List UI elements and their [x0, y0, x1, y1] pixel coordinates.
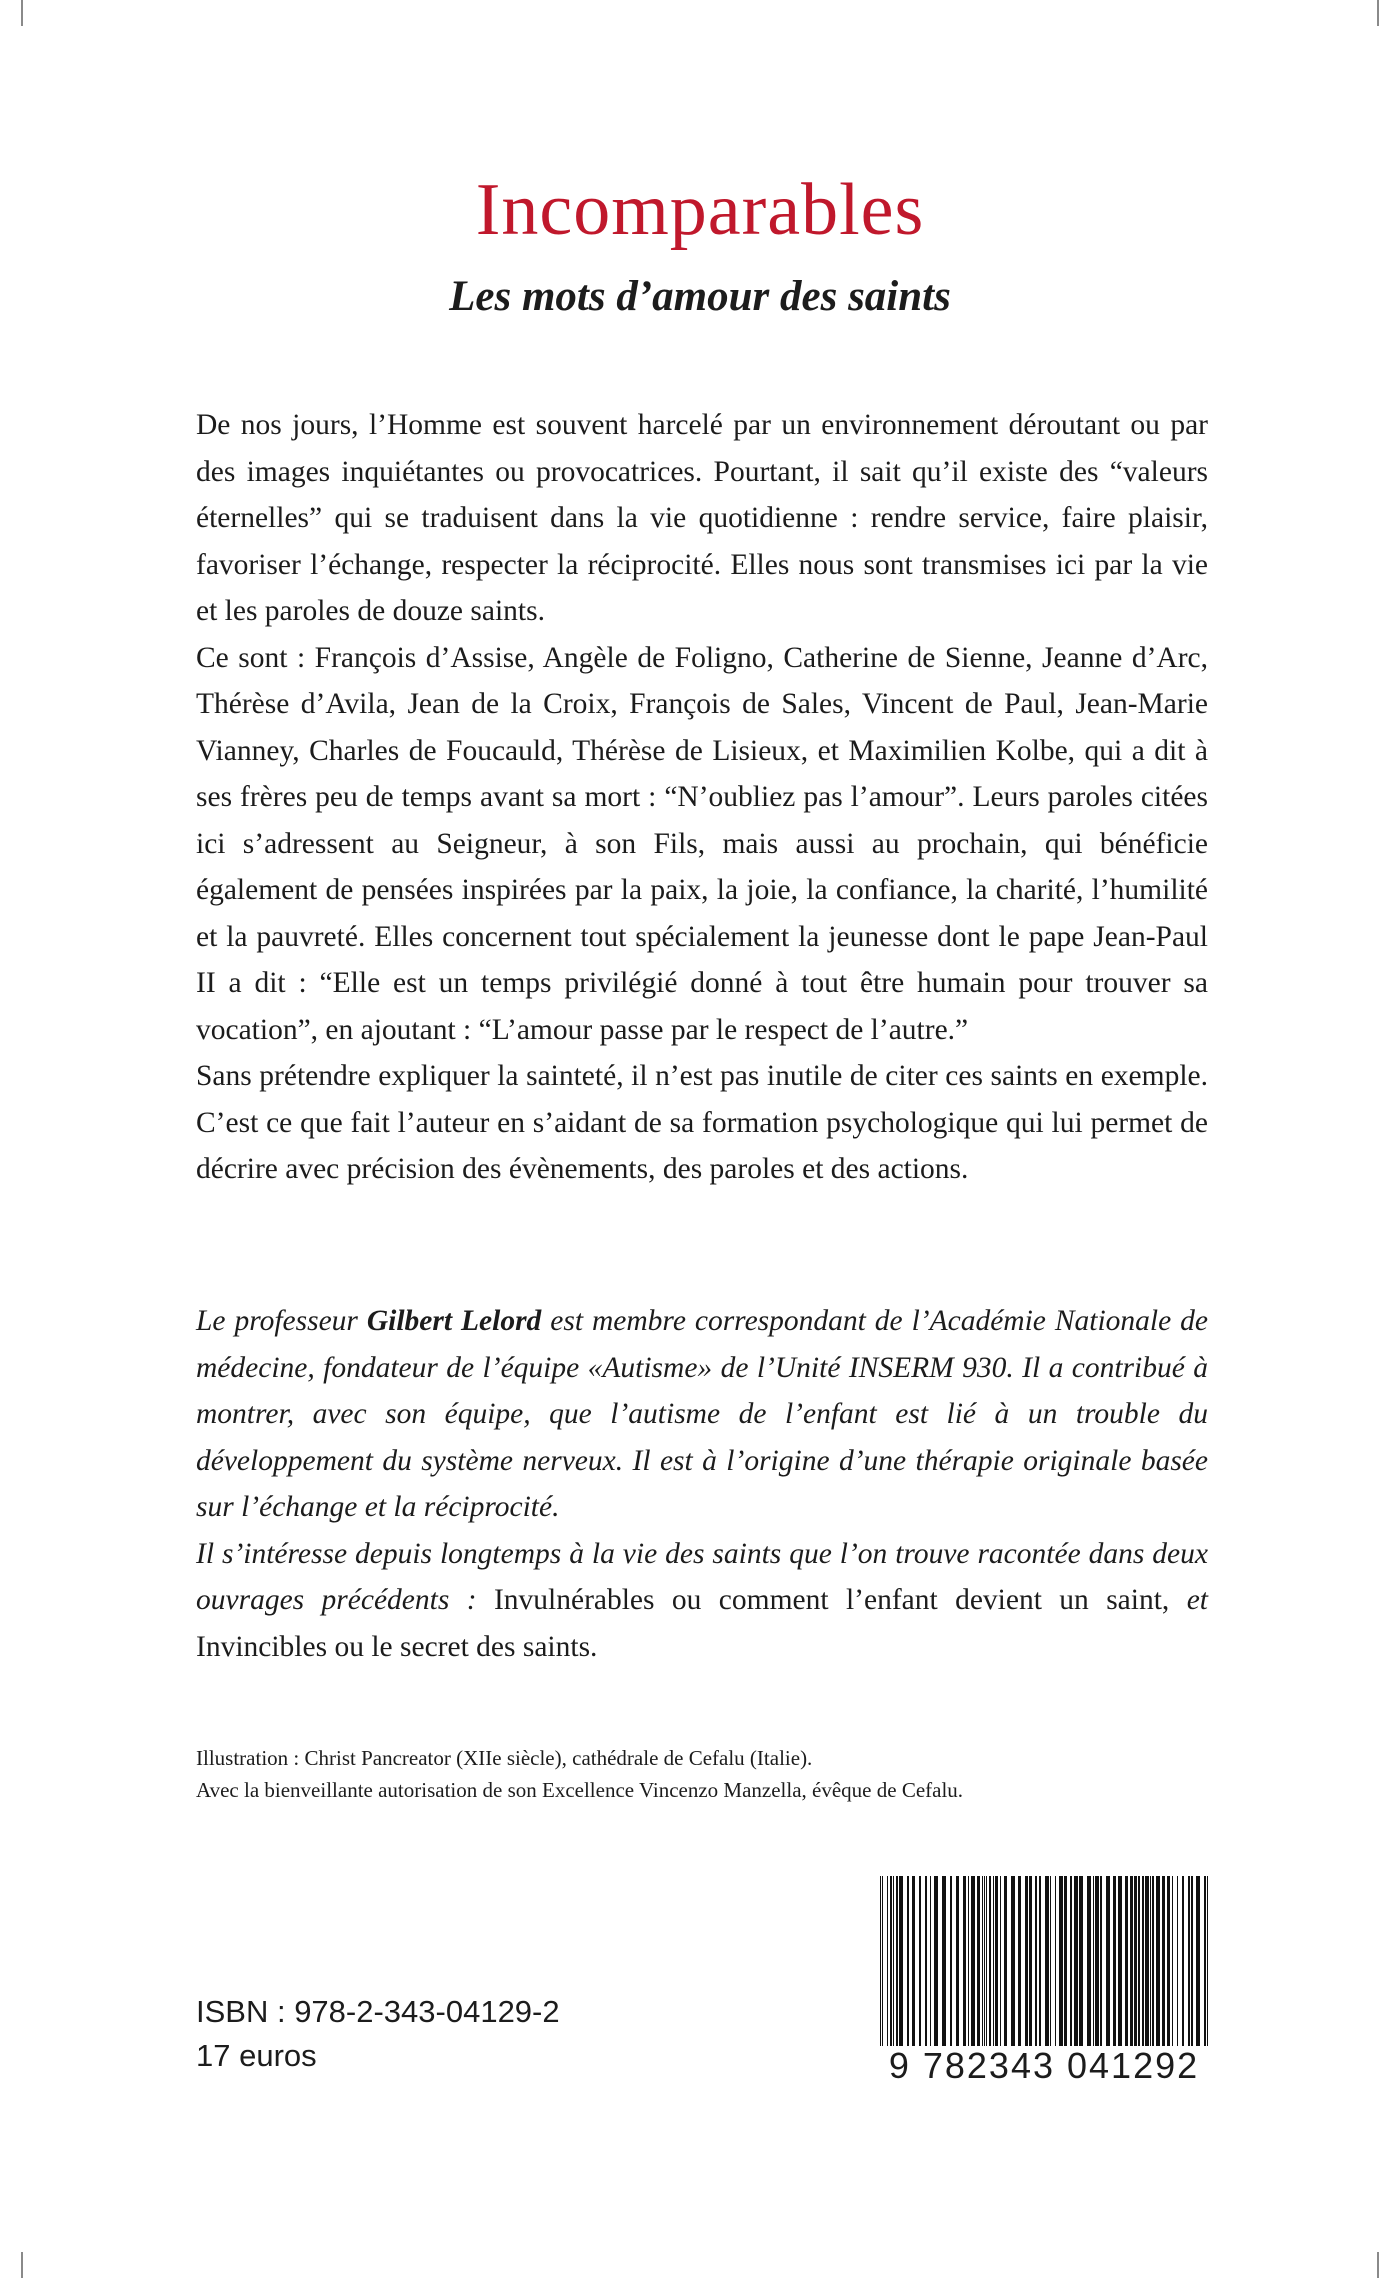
price: 17 euros [196, 2038, 317, 2073]
barcode-bar [963, 1876, 966, 2054]
barcode-bar [1087, 1876, 1091, 2054]
barcode-bar [942, 1876, 946, 2054]
barcode-bar [995, 1876, 998, 2054]
barcode-bar [977, 1876, 980, 2054]
barcode-bar [984, 1876, 985, 2054]
barcode [876, 1876, 1212, 2086]
barcode-bar [1172, 1876, 1173, 2054]
barcode-bar [1207, 1876, 1208, 2054]
barcode-bar [1064, 1876, 1067, 2054]
barcode-bar [1050, 1876, 1051, 2054]
barcode-bar [1150, 1876, 1151, 2054]
barcode-bar [1100, 1876, 1102, 2054]
crop-mark-bottom-right [1377, 2252, 1379, 2278]
barcode-bar [1134, 1876, 1137, 2054]
barcode-digits: 9 782343 041292 [876, 2046, 1212, 2086]
barcode-bar [1196, 1876, 1200, 2054]
barcode-bar [982, 1876, 983, 2054]
author-prefix: Le professeur [196, 1305, 367, 1337]
barcode-bar [1004, 1876, 1007, 2054]
barcode-bar [1093, 1876, 1094, 2054]
illustration-credits [196, 1742, 1236, 1806]
barcode-bar [1059, 1876, 1063, 2054]
description-paragraph: De nos jours, l’Homme est souvent harcelé par un environnement déroutant ou par des images inquiétantes ou provocatrices. Pourtant, il sait qu’il existe des “valeurs éternelles” qui se traduisent dans la vie quotidienne : rendre service, faire plaisir, favoriser l’échange, respecter la réciprocité. Elles nous sont transmises ici par la vie et les paroles de douze saints. [196, 409, 1208, 627]
barcode-bar [880, 1876, 881, 2054]
back-cover-description [196, 402, 1208, 1193]
barcode-bar [1191, 1876, 1193, 2054]
description-paragraph: Ce sont : François d’Assise, Angèle de Foligno, Catherine de Sienne, Jeanne d’Arc, Thérèse d’Avila, Jean de la Croix, François de Sales, Vincent de Paul, Jean-Marie Vianney, Charles de Foucauld, Thérèse de Lisieux, et Maximilien Kolbe, qui a dit à ses frères peu de temps avant sa mort : “N’oubliez pas l’amour”. Leurs paroles citées ici s’adressent au Seigneur, à son Fils, mais aussi au prochain, qui bénéficie également de pensées inspirées par la paix, la joie, la confiance, la charité, l’humilité et la pauvreté. Elles concernent tout spécialement la jeunesse dont le pape Jean-Paul II a dit : “Elle est un temps privilégié donné à tout être humain pour trouver sa vocation”, en ajoutant : “L’amour passe par le respect de l’autre.” [196, 641, 1208, 1046]
barcode-bar [1177, 1876, 1178, 2054]
barcode-bar [1142, 1876, 1144, 2054]
barcode-bar [1106, 1876, 1110, 2054]
barcode-bar [1074, 1876, 1078, 2054]
isbn-number: ISBN : 978-2-343-04129-2 [196, 1994, 560, 2029]
barcode-bar [1188, 1876, 1190, 2054]
barcode-bar [1145, 1876, 1149, 2054]
barcode-bar [1035, 1876, 1037, 2054]
barcode-bar [882, 1876, 883, 2054]
barcode-bar [1029, 1876, 1032, 2054]
barcode-bar [1118, 1876, 1122, 2054]
barcode-bar [993, 1876, 994, 2054]
barcode-bar [1113, 1876, 1116, 2054]
barcode-bar [1156, 1876, 1160, 2054]
barcode-bar [930, 1876, 931, 2054]
barcode-bar [890, 1876, 892, 2054]
barcode-bar [1125, 1876, 1128, 2054]
barcode-bar [1167, 1876, 1170, 2054]
author-bio [196, 1298, 1208, 1670]
barcode-bar [1182, 1876, 1184, 2054]
credit-line: Avec la bienveillante autorisation de son Excellence Vincenzo Manzella, évêque de Cefalu. [196, 1778, 964, 1802]
book-title: Incomparables [475, 169, 925, 251]
barcode-bar [925, 1876, 927, 2054]
barcode-bar [912, 1876, 915, 2054]
barcode-bar [1045, 1876, 1049, 2054]
barcode-bar [1130, 1876, 1133, 2054]
barcode-bar [899, 1876, 903, 2054]
crop-mark-top-left [21, 0, 23, 26]
barcode-bar [1070, 1876, 1072, 2054]
barcode-bar [986, 1876, 987, 2054]
barcode-bar [1000, 1876, 1001, 2054]
author-bio-paragraph [196, 1298, 1208, 1531]
barcode-bar [907, 1876, 909, 2054]
barcode-bar [887, 1876, 888, 2054]
barcode-bar [950, 1876, 952, 2054]
book-subtitle: Les mots d’amour des saints [449, 273, 951, 320]
barcode-bar [1138, 1876, 1140, 2054]
previous-book-title: Invulnérables ou comment l’enfant devient un saint, [493, 1584, 1170, 1616]
author-works-paragraph [196, 1531, 1208, 1671]
author-works-intro: Il s’intéresse depuis longtemps à la vie des saints que l’on trouve racontée dans deux ouvrages précédents : [196, 1537, 1208, 1616]
barcode-bar [893, 1876, 894, 2054]
barcode-bar [1095, 1876, 1099, 2054]
barcode-bar [968, 1876, 969, 2054]
barcode-bar [1162, 1876, 1165, 2054]
barcode-bar [1039, 1876, 1041, 2054]
crop-mark-top-right [1377, 0, 1379, 26]
description-paragraph: Sans prétendre expliquer la sainteté, il n’est pas inutile de citer ces saints en exemple. C’est ce que fait l’auteur en s’aidant de sa formation psychologique qui lui permet de décrire avec précision des évènements, des paroles et des actions. [196, 1060, 1208, 1185]
barcode-bar [1011, 1876, 1015, 2054]
barcode-bar [919, 1876, 921, 2054]
barcode-bar [934, 1876, 938, 2054]
author-bio-text: est membre correspondant de l’Académie Nationale de médecine, fondateur de l’équipe «Autisme» de l’Unité INSERM 930. Il a contribué à montrer, avec son équipe, que l’autisme de l’enfant est lié à un trouble du développement du système nerveux. Il est à l’origine d’une thérapie originale basée sur l’échange et la réciprocité. [196, 1305, 1208, 1523]
barcode-bar [1055, 1876, 1056, 2054]
credit-line: Illustration : Christ Pancreator (XIIe siècle), cathédrale de Cefalu (Italie). [196, 1746, 813, 1770]
barcode-bar [896, 1876, 898, 2054]
barcode-bar [989, 1876, 991, 2054]
barcode-bar [1152, 1876, 1154, 2054]
previous-book-title: Invincibles ou le secret des saints. [196, 1630, 598, 1663]
barcode-bar [1204, 1876, 1206, 2054]
barcode-bar [956, 1876, 959, 2054]
barcode-bar [1018, 1876, 1021, 2054]
barcode-bar [971, 1876, 975, 2054]
conjunction: et [1169, 1584, 1208, 1616]
barcode-bar [1079, 1876, 1083, 2054]
author-name: Gilbert Lelord [366, 1305, 542, 1337]
isbn-block [196, 1990, 560, 2078]
barcode-bar [1025, 1876, 1028, 2054]
crop-mark-bottom-left [21, 2252, 23, 2278]
